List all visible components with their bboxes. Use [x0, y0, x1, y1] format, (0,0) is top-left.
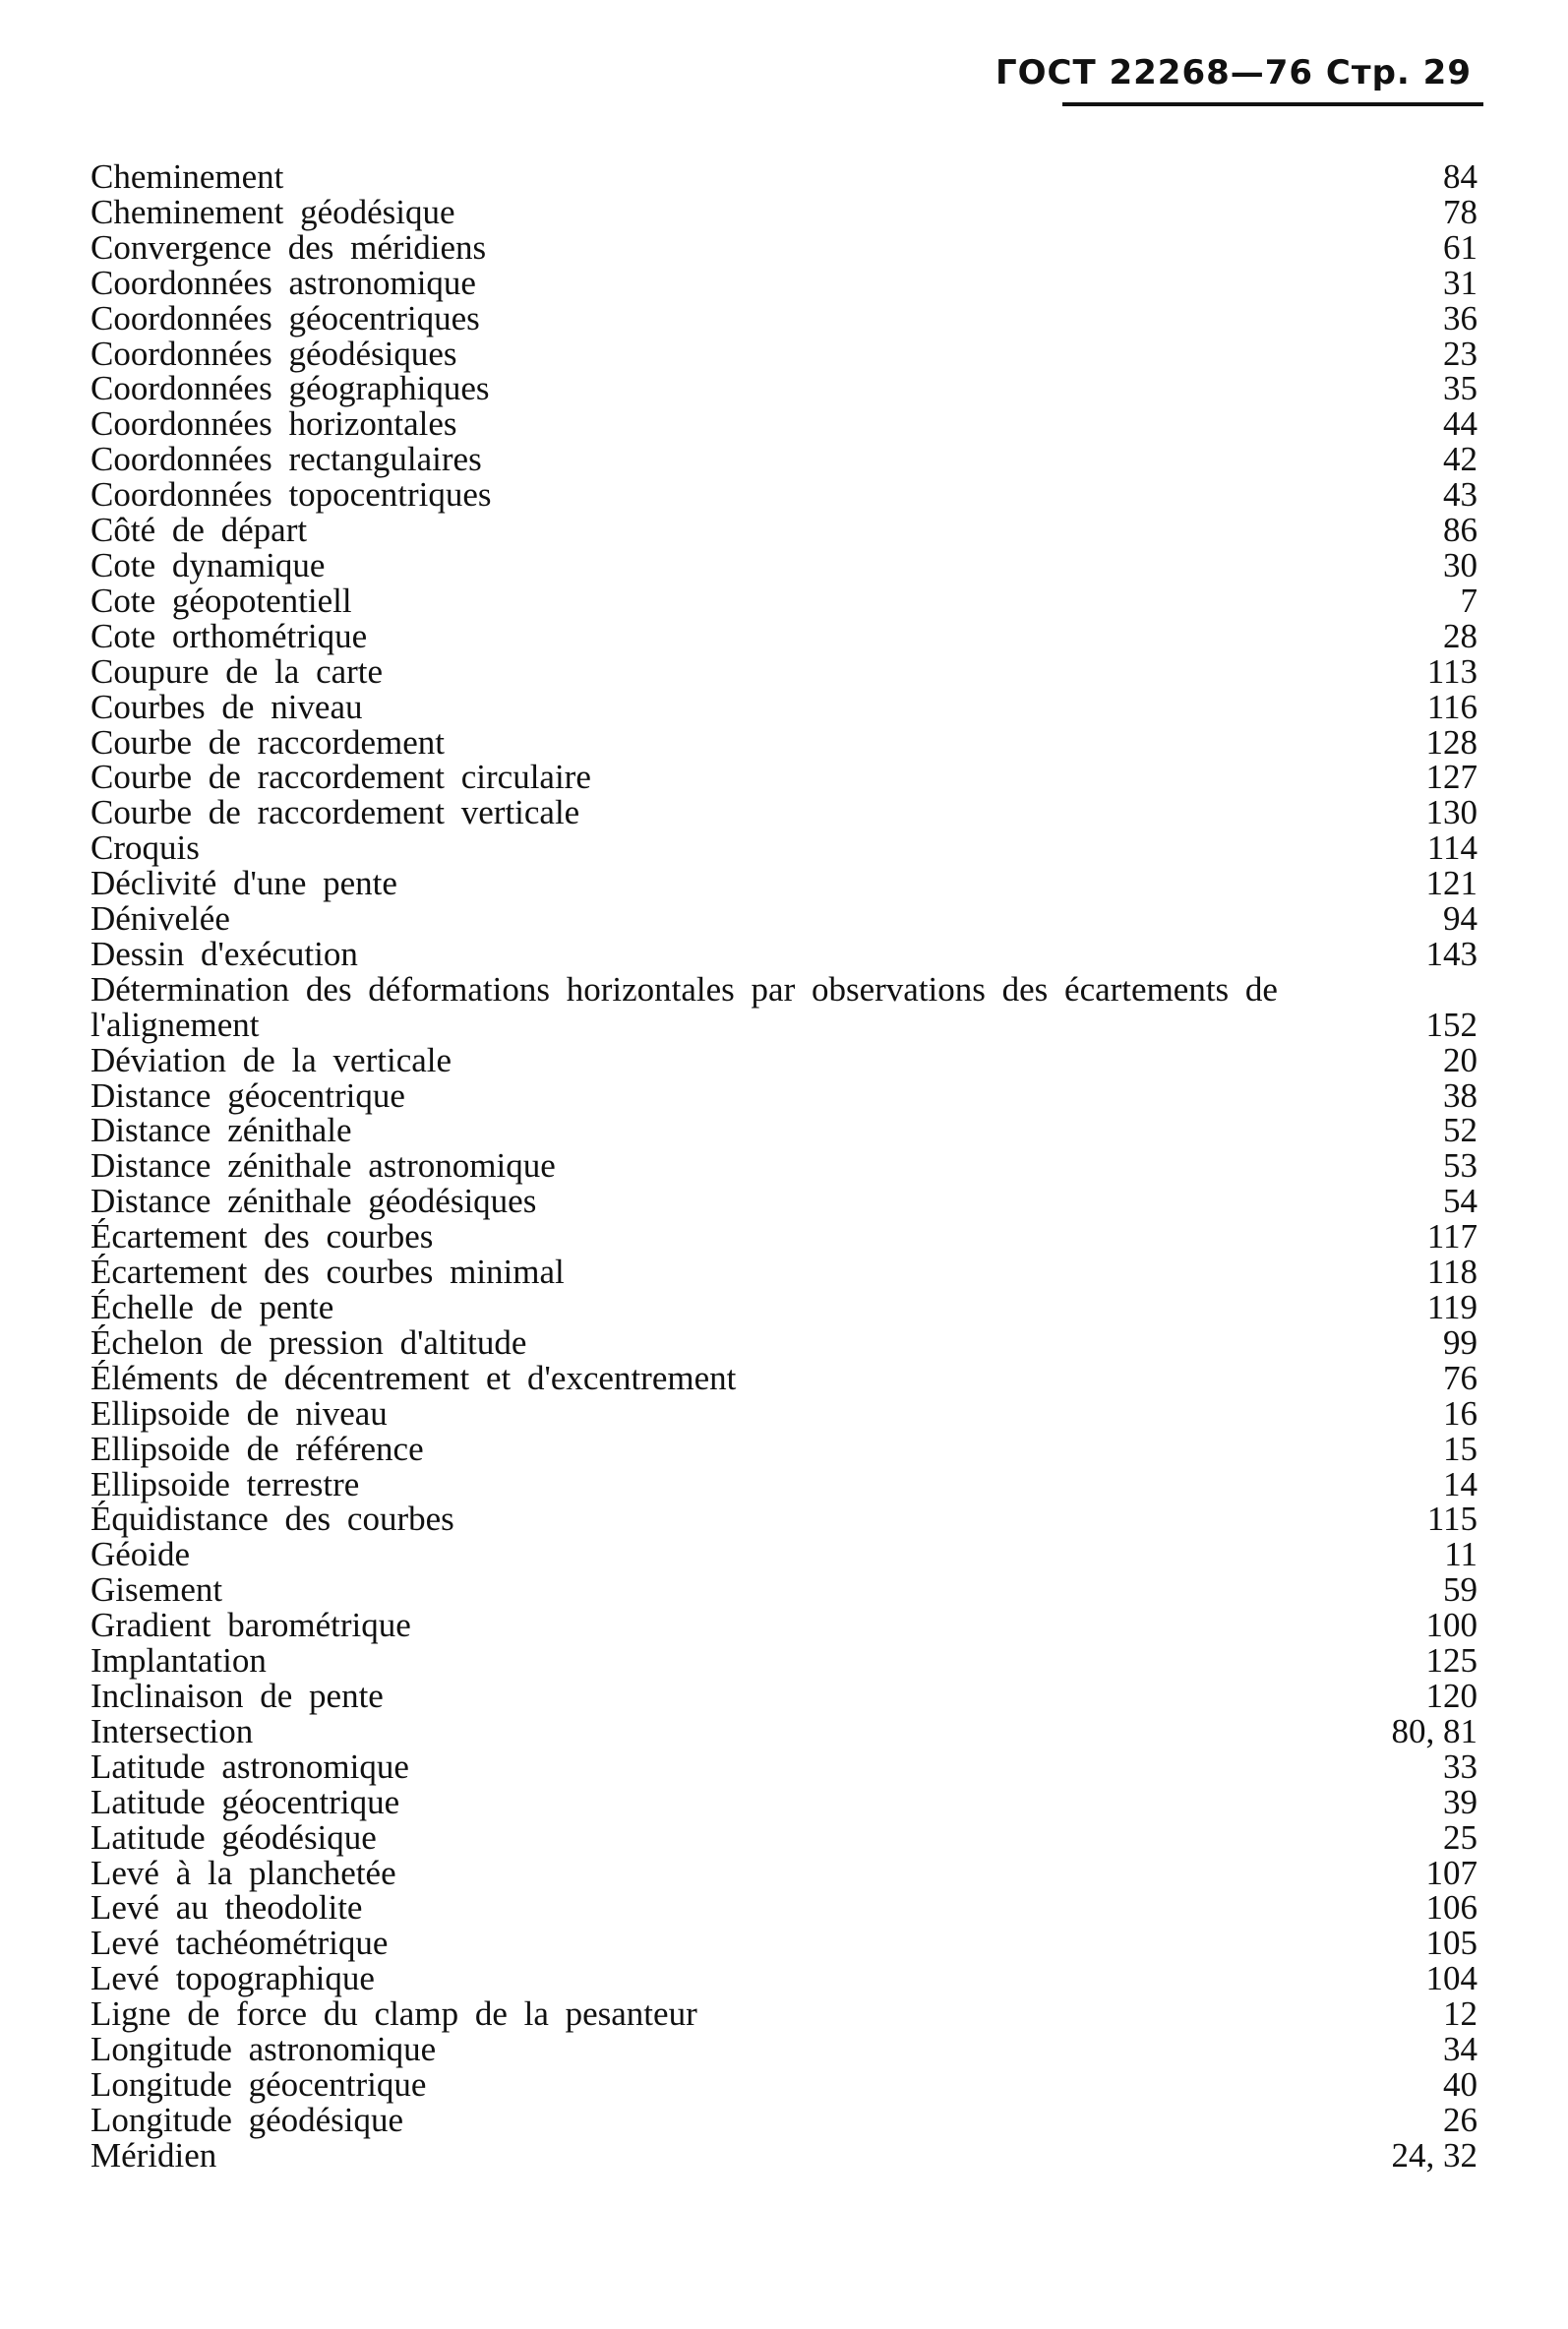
- index-entry: [90, 1572, 1478, 1608]
- index-page-number: 23: [1443, 334, 1478, 373]
- index-page-number: 106: [1425, 1888, 1478, 1928]
- index-term: Courbe de raccordement circulaire: [90, 758, 591, 797]
- index-term: Écartement des courbes minimal: [90, 1253, 565, 1292]
- index-term: Distance géocentrique: [90, 1075, 405, 1115]
- index-page-number: 35: [1443, 369, 1478, 408]
- index-entry: [90, 1113, 1478, 1148]
- index-term: Ellipsoide de référence: [90, 1429, 424, 1468]
- index-entry: [90, 1711, 1478, 1750]
- index-term: Déviation de la verticale: [90, 1040, 452, 1079]
- index-entry: [90, 334, 1478, 373]
- index-page-number: 128: [1425, 722, 1478, 762]
- index-entry: [90, 969, 1478, 1044]
- index-entry: [90, 406, 1478, 442]
- index-page-number: 125: [1425, 1641, 1478, 1681]
- index-entry: [90, 192, 1478, 231]
- index-entry: [90, 651, 1478, 691]
- index-entry: [90, 866, 1478, 901]
- index-term: Cote orthométrique: [90, 616, 368, 655]
- index-term: Implantation: [90, 1641, 267, 1681]
- index-term: Courbes de niveau: [90, 687, 363, 726]
- index-term: Levé à la planchetée: [90, 1853, 396, 1892]
- index-entry: [90, 227, 1478, 267]
- index-term: Méridien: [90, 2135, 217, 2175]
- index-page-number: 33: [1443, 1747, 1478, 1786]
- index-entry: [90, 1817, 1478, 1857]
- index-entry: [90, 1219, 1478, 1255]
- index-term: Coordonnées topocentriques: [90, 475, 492, 515]
- index-term: Courbe de raccordement: [90, 722, 446, 762]
- index-term: Éléments de décentrement et d'excentrement: [90, 1358, 737, 1397]
- index-page-number: 40: [1443, 2064, 1478, 2104]
- index-term: Levé au theodolite: [90, 1888, 363, 1928]
- index-page-number: 59: [1443, 1570, 1478, 1610]
- index-page-number: 34: [1443, 2030, 1478, 2069]
- index-page-number: 113: [1426, 651, 1478, 691]
- index-page-number: 30: [1443, 545, 1478, 584]
- alphabetical-index: [90, 159, 1478, 2174]
- index-entry: [90, 263, 1478, 302]
- index-page-number: 24, 32: [1391, 2135, 1478, 2175]
- index-page-number: 36: [1443, 298, 1478, 337]
- index-page-number: 20: [1443, 1040, 1478, 1079]
- index-term: Intersection: [90, 1711, 254, 1750]
- index-page-number: 43: [1443, 475, 1478, 515]
- index-entry: [90, 1322, 1478, 1362]
- index-page-number: 100: [1425, 1606, 1478, 1645]
- index-term: Ligne de force du clamp de la pesanteur: [90, 1994, 697, 2034]
- index-term: Cote dynamique: [90, 545, 326, 584]
- index-term: Ellipsoide terrestre: [90, 1464, 360, 1503]
- index-page-number: 15: [1443, 1429, 1478, 1468]
- index-term: Levé topographique: [90, 1959, 375, 1998]
- index-entry: [90, 1290, 1478, 1325]
- index-term: Ellipsoide de niveau: [90, 1393, 388, 1433]
- index-entry: [90, 1184, 1478, 1219]
- index-entry: [90, 1255, 1478, 1290]
- index-page-number: 25: [1443, 1817, 1478, 1857]
- index-entry: [90, 1502, 1478, 1537]
- index-page-number: 12: [1443, 1994, 1478, 2034]
- index-entry: [90, 371, 1478, 406]
- index-page-number: 105: [1425, 1924, 1478, 1963]
- index-entry: [90, 760, 1478, 795]
- index-term: Longitude géocentrique: [90, 2064, 427, 2104]
- index-page-number: 26: [1443, 2100, 1478, 2139]
- index-term: Coordonnées géodésiques: [90, 334, 457, 373]
- index-entry: [90, 1393, 1478, 1433]
- index-entry: [90, 1890, 1478, 1926]
- index-term: Latitude géocentrique: [90, 1782, 400, 1821]
- index-term: Cheminement géodésique: [90, 192, 455, 231]
- index-entry: [90, 795, 1478, 830]
- index-entry: [90, 2135, 1478, 2175]
- index-entry: [90, 1075, 1478, 1115]
- index-entry: [90, 1926, 1478, 1961]
- index-entry: [90, 1782, 1478, 1821]
- index-page-number: 53: [1443, 1146, 1478, 1186]
- index-page-number: 116: [1426, 687, 1478, 726]
- index-page-number: 94: [1443, 899, 1478, 939]
- index-entry: [90, 1040, 1478, 1079]
- index-term: Échelle de pente: [90, 1288, 334, 1326]
- index-term: Convergence des méridiens: [90, 227, 487, 267]
- index-entry: [90, 545, 1478, 584]
- index-entry: [90, 687, 1478, 726]
- index-term: Détermination des déformations horizontales par observations des écartements de l'alignement: [90, 969, 1278, 1044]
- index-entry: [90, 1358, 1478, 1397]
- index-term: Longitude astronomique: [90, 2030, 437, 2069]
- index-entry: [90, 477, 1478, 513]
- index-page-number: 28: [1443, 616, 1478, 655]
- page-header: [995, 47, 1483, 106]
- index-entry: [90, 298, 1478, 337]
- index-page-number: 80, 81: [1391, 1711, 1478, 1750]
- index-page-number: 118: [1426, 1253, 1478, 1292]
- index-page-number: 120: [1425, 1676, 1478, 1715]
- index-term: Déclivité d'une pente: [90, 864, 397, 903]
- index-entry: [90, 2100, 1478, 2139]
- index-page-number: 61: [1443, 227, 1478, 267]
- index-page-number: 127: [1425, 758, 1478, 797]
- index-entry: [90, 1537, 1478, 1572]
- index-page-number: 42: [1443, 440, 1478, 479]
- index-term: Coupure de la carte: [90, 651, 384, 691]
- index-page-number: 143: [1425, 934, 1478, 973]
- index-page-number: 117: [1426, 1217, 1478, 1256]
- index-entry: [90, 901, 1478, 937]
- header-rule: [1062, 102, 1483, 106]
- index-term: Cheminement: [90, 157, 284, 196]
- index-term: Coordonnées horizontales: [90, 404, 457, 444]
- index-entry: [90, 1676, 1478, 1715]
- index-term: Croquis: [90, 828, 200, 868]
- index-entry: [90, 1608, 1478, 1643]
- index-page-number: 99: [1443, 1322, 1478, 1362]
- index-page-number: 107: [1425, 1853, 1478, 1892]
- index-page-number: 14: [1443, 1464, 1478, 1503]
- index-term: Distance zénithale géodésiques: [90, 1182, 537, 1221]
- index-term: Latitude astronomique: [90, 1747, 409, 1786]
- index-entry: [90, 616, 1478, 655]
- index-term: Gisement: [90, 1570, 223, 1610]
- index-term: Équidistance des courbes: [90, 1500, 454, 1539]
- index-entry: [90, 583, 1478, 619]
- index-entry: [90, 2064, 1478, 2104]
- index-entry: [90, 1429, 1478, 1468]
- index-entry: [90, 1961, 1478, 1996]
- index-page-number: 7: [1460, 581, 1478, 620]
- index-page-number: 121: [1425, 864, 1478, 903]
- index-term: Latitude géodésique: [90, 1817, 377, 1857]
- index-page-number: 16: [1443, 1393, 1478, 1433]
- index-term: Coordonnées rectangulaires: [90, 440, 482, 479]
- index-page-number: 52: [1443, 1111, 1478, 1150]
- index-term: Inclinaison de pente: [90, 1676, 384, 1715]
- index-term: Courbe de raccordement verticale: [90, 793, 580, 832]
- index-entry: [90, 159, 1478, 195]
- index-entry: [90, 1464, 1478, 1503]
- index-page-number: 38: [1443, 1075, 1478, 1115]
- index-page-number: 84: [1443, 157, 1478, 196]
- index-term: Distance zénithale: [90, 1111, 352, 1150]
- index-term: Longitude géodésique: [90, 2100, 404, 2139]
- index-page-number: 11: [1444, 1535, 1478, 1574]
- index-page-number: 114: [1426, 828, 1478, 868]
- index-term: Géoide: [90, 1535, 191, 1574]
- index-entry: [90, 1148, 1478, 1184]
- index-entry: [90, 934, 1478, 973]
- index-entry: [90, 1853, 1478, 1892]
- index-page-number: 39: [1443, 1782, 1478, 1821]
- index-entry: [90, 830, 1478, 866]
- index-term: Dessin d'exécution: [90, 934, 358, 973]
- running-head: ГОСТ 22268—76 Стр. 29: [995, 53, 1472, 92]
- index-page-number: 54: [1443, 1182, 1478, 1221]
- index-page-number: 104: [1425, 1959, 1478, 1998]
- index-entry: [90, 1643, 1478, 1679]
- index-term: Gradient barométrique: [90, 1606, 411, 1645]
- index-page-number: 86: [1443, 511, 1478, 550]
- index-term: Distance zénithale astronomique: [90, 1146, 556, 1186]
- index-entry: [90, 442, 1478, 477]
- index-term: Coordonnées géocentriques: [90, 298, 480, 337]
- index-entry: [90, 1996, 1478, 2032]
- index-entry: [90, 513, 1478, 548]
- index-entry: [90, 2032, 1478, 2067]
- index-page-number: 130: [1425, 793, 1478, 832]
- index-page-number: 76: [1443, 1358, 1478, 1397]
- index-term: Levé tachéométrique: [90, 1924, 389, 1963]
- index-term: Coordonnées astronomique: [90, 263, 476, 302]
- index-page-number: 152: [1425, 1005, 1478, 1044]
- index-term: Cote géopotentiell: [90, 581, 352, 620]
- index-term: Côté de départ: [90, 511, 308, 550]
- index-page-number: 115: [1426, 1500, 1478, 1539]
- index-term: Écartement des courbes: [90, 1217, 434, 1256]
- index-term: Coordonnées géographiques: [90, 369, 490, 408]
- index-term: Dénivelée: [90, 899, 230, 939]
- index-page-number: 44: [1443, 404, 1478, 444]
- index-page-number: 119: [1426, 1288, 1478, 1326]
- index-entry: [90, 1749, 1478, 1785]
- index-entry: [90, 722, 1478, 762]
- index-page-number: 31: [1443, 263, 1478, 302]
- index-term: Échelon de pression d'altitude: [90, 1322, 527, 1362]
- index-page-number: 78: [1443, 192, 1478, 231]
